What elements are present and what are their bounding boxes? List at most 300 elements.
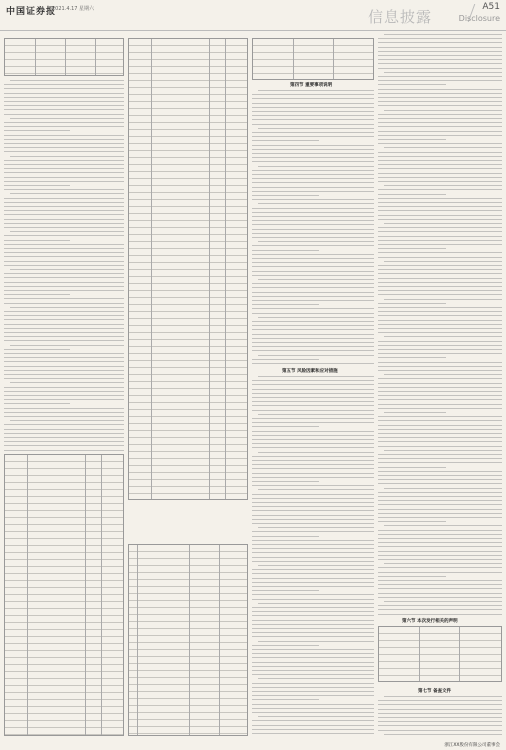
page-number: A51 xyxy=(482,2,500,12)
text-line xyxy=(4,357,124,358)
text-line xyxy=(252,624,374,625)
text-line xyxy=(378,210,502,211)
text-line xyxy=(252,435,374,436)
text-line xyxy=(378,252,502,253)
text-line xyxy=(4,332,124,333)
text-line xyxy=(4,424,124,425)
text-line xyxy=(378,152,502,153)
text-line xyxy=(378,131,502,132)
text-line xyxy=(378,383,502,384)
text-line xyxy=(10,156,124,157)
text-line xyxy=(378,118,502,119)
text-line xyxy=(252,611,374,612)
text-line xyxy=(378,122,502,123)
text-line xyxy=(4,105,124,106)
text-line xyxy=(252,473,374,474)
text-line xyxy=(252,460,374,461)
text-line xyxy=(378,282,502,283)
text-line xyxy=(378,576,446,577)
text-line xyxy=(4,370,124,371)
text-line xyxy=(4,445,124,446)
text-line xyxy=(378,76,502,77)
text-line xyxy=(252,393,374,394)
text-line xyxy=(384,336,502,337)
text-line xyxy=(378,391,502,392)
text-line xyxy=(252,338,374,339)
text-line xyxy=(258,376,374,377)
text-line xyxy=(378,609,502,610)
text-line xyxy=(4,214,124,215)
text-line xyxy=(10,80,124,81)
text-line xyxy=(252,208,374,209)
text-line xyxy=(258,317,374,318)
text-line xyxy=(378,168,502,169)
text-line xyxy=(252,674,374,675)
text-line xyxy=(252,464,374,465)
text-line xyxy=(4,429,124,430)
text-line xyxy=(378,725,502,726)
text-line xyxy=(378,181,502,182)
text-line xyxy=(4,294,70,295)
text-line xyxy=(252,191,374,192)
entity-table-continued xyxy=(128,38,248,500)
text-line xyxy=(252,561,374,562)
text-line xyxy=(252,363,374,364)
text-line xyxy=(378,341,502,342)
text-line xyxy=(252,346,374,347)
text-line xyxy=(4,273,124,274)
text-line xyxy=(378,47,502,48)
text-line xyxy=(252,540,374,541)
text-line xyxy=(252,182,374,183)
text-line xyxy=(378,315,502,316)
text-line xyxy=(252,292,374,293)
text-line xyxy=(378,59,502,60)
text-line xyxy=(4,290,124,291)
text-line xyxy=(378,429,502,430)
text-line xyxy=(252,712,374,713)
text-line xyxy=(252,212,374,213)
text-line xyxy=(378,265,502,266)
text-line xyxy=(252,245,374,246)
text-line xyxy=(252,632,374,633)
text-line xyxy=(378,328,502,329)
text-line xyxy=(252,397,374,398)
text-line xyxy=(4,206,124,207)
text-line xyxy=(378,580,502,581)
text-line xyxy=(252,468,374,469)
text-line xyxy=(378,269,502,270)
text-line xyxy=(4,97,124,98)
text-line xyxy=(378,290,502,291)
text-line xyxy=(258,203,374,204)
text-line xyxy=(378,80,502,81)
text-line xyxy=(378,471,502,472)
text-line xyxy=(258,414,374,415)
text-line xyxy=(258,166,374,167)
text-line xyxy=(252,578,374,579)
text-line xyxy=(384,72,502,73)
text-line xyxy=(384,261,502,262)
text-line xyxy=(4,450,124,451)
text-line xyxy=(252,258,374,259)
text-line xyxy=(252,140,319,141)
text-line xyxy=(378,362,502,363)
text-line xyxy=(378,189,502,190)
text-line xyxy=(4,303,124,304)
text-line xyxy=(252,599,374,600)
text-line xyxy=(378,244,502,245)
text-line xyxy=(10,269,124,270)
column-1 xyxy=(4,34,124,742)
text-line xyxy=(4,227,124,228)
text-line xyxy=(252,687,374,688)
text-line xyxy=(378,538,502,539)
text-line xyxy=(252,506,374,507)
text-line xyxy=(252,250,319,251)
text-line xyxy=(258,716,374,717)
text-line xyxy=(252,548,374,549)
text-line xyxy=(252,237,374,238)
text-line xyxy=(378,219,502,220)
text-line xyxy=(384,299,502,300)
text-line xyxy=(258,678,374,679)
text-line xyxy=(378,530,502,531)
text-line xyxy=(258,641,374,642)
text-line xyxy=(4,256,124,257)
text-line xyxy=(378,177,502,178)
text-line xyxy=(252,502,374,503)
text-line xyxy=(378,614,502,615)
text-line xyxy=(4,185,70,186)
text-line xyxy=(4,93,124,94)
text-line xyxy=(252,224,374,225)
text-line xyxy=(252,410,374,411)
text-line xyxy=(378,492,502,493)
text-line xyxy=(384,696,502,697)
text-line xyxy=(252,519,374,520)
text-line xyxy=(252,544,374,545)
text-line xyxy=(252,216,374,217)
text-line xyxy=(4,441,124,442)
text-line xyxy=(252,136,374,137)
text-line xyxy=(10,345,124,346)
text-line xyxy=(252,329,374,330)
article-title: 第六节 本次发行相关的声明 xyxy=(402,619,458,624)
text-line xyxy=(258,527,374,528)
text-line xyxy=(378,55,502,56)
text-line xyxy=(252,300,374,301)
text-line xyxy=(252,111,374,112)
text-line xyxy=(378,513,502,514)
text-line xyxy=(378,286,502,287)
text-line xyxy=(378,593,502,594)
text-line xyxy=(378,509,502,510)
text-line xyxy=(252,94,374,95)
text-line xyxy=(4,109,124,110)
text-line xyxy=(4,88,124,89)
text-line xyxy=(378,198,502,199)
text-line xyxy=(252,275,374,276)
text-line xyxy=(4,416,124,417)
text-line xyxy=(252,607,374,608)
text-line xyxy=(378,303,446,304)
text-line xyxy=(378,93,502,94)
text-line xyxy=(252,733,374,734)
text-line xyxy=(4,361,124,362)
text-line xyxy=(378,496,502,497)
entity-table xyxy=(4,454,124,736)
text-line xyxy=(378,399,502,400)
masthead: 中国证券报 xyxy=(6,7,57,17)
text-line xyxy=(252,283,374,284)
text-line xyxy=(378,294,502,295)
text-line xyxy=(378,345,502,346)
text-line xyxy=(378,517,502,518)
text-line xyxy=(4,202,124,203)
text-line xyxy=(258,603,374,604)
text-line xyxy=(252,422,374,423)
text-line xyxy=(252,720,374,721)
text-line xyxy=(378,408,502,409)
text-line xyxy=(4,374,124,375)
text-line xyxy=(252,115,374,116)
text-line xyxy=(252,582,374,583)
text-line xyxy=(4,210,124,211)
article-title: 第五节 风险因素和应对措施 xyxy=(282,369,338,374)
text-line xyxy=(252,187,374,188)
text-line xyxy=(378,42,502,43)
text-line xyxy=(252,485,374,486)
text-line xyxy=(252,334,374,335)
text-line xyxy=(378,605,502,606)
text-line xyxy=(4,168,124,169)
text-line xyxy=(252,531,374,532)
text-line xyxy=(378,357,446,358)
text-line xyxy=(10,231,124,232)
text-line xyxy=(10,193,124,194)
text-line xyxy=(4,349,70,350)
text-line xyxy=(252,107,374,108)
text-line xyxy=(10,307,124,308)
text-line xyxy=(10,382,124,383)
text-line xyxy=(378,135,502,136)
text-line xyxy=(10,420,124,421)
text-line xyxy=(378,227,502,228)
text-line xyxy=(252,149,374,150)
text-line xyxy=(252,510,374,511)
text-line xyxy=(378,240,502,241)
text-line xyxy=(378,709,502,710)
text-line xyxy=(378,126,502,127)
text-line xyxy=(378,597,502,598)
text-line xyxy=(252,389,374,390)
text-line xyxy=(378,433,502,434)
text-line xyxy=(384,147,502,148)
text-line xyxy=(384,525,502,526)
text-line xyxy=(378,320,502,321)
text-line xyxy=(4,286,124,287)
text-line xyxy=(4,126,124,127)
text-line xyxy=(252,481,319,482)
text-line xyxy=(4,189,124,190)
text-line xyxy=(4,244,124,245)
text-line xyxy=(4,160,124,161)
text-line xyxy=(252,220,374,221)
text-line xyxy=(252,342,374,343)
text-line xyxy=(378,462,502,463)
column-4 xyxy=(378,34,502,742)
text-line xyxy=(252,174,374,175)
section-subtitle: Disclosure xyxy=(458,14,500,23)
text-line xyxy=(4,248,124,249)
text-line xyxy=(378,551,502,552)
text-line xyxy=(252,170,374,171)
text-line xyxy=(384,450,502,451)
text-line xyxy=(252,145,374,146)
column-3 xyxy=(252,34,374,742)
text-line xyxy=(252,313,374,314)
text-line xyxy=(252,662,374,663)
text-line xyxy=(4,223,124,224)
text-line xyxy=(378,38,502,39)
text-line xyxy=(378,349,502,350)
text-line xyxy=(384,563,502,564)
text-line xyxy=(378,114,502,115)
text-line xyxy=(4,319,124,320)
text-line xyxy=(378,194,446,195)
text-line xyxy=(4,399,124,400)
text-line xyxy=(4,181,124,182)
text-line xyxy=(378,700,502,701)
text-line xyxy=(378,559,502,560)
article-title: 第四节 重要事项说明 xyxy=(290,83,333,88)
text-line xyxy=(258,128,374,129)
text-line xyxy=(252,308,374,309)
text-line xyxy=(378,425,502,426)
text-line xyxy=(384,223,502,224)
text-line xyxy=(384,601,502,602)
text-line xyxy=(258,489,374,490)
text-line xyxy=(4,177,124,178)
text-line xyxy=(378,160,502,161)
text-line xyxy=(4,336,124,337)
text-line xyxy=(4,324,124,325)
text-line xyxy=(4,412,124,413)
text-line xyxy=(252,304,319,305)
text-line xyxy=(252,691,374,692)
text-line xyxy=(378,353,502,354)
text-line xyxy=(4,340,124,341)
text-line xyxy=(252,477,374,478)
text-line xyxy=(252,594,374,595)
text-line xyxy=(378,101,502,102)
text-line xyxy=(4,315,124,316)
text-line xyxy=(252,657,374,658)
text-line xyxy=(258,565,374,566)
text-line xyxy=(252,233,374,234)
text-line xyxy=(4,437,124,438)
text-line xyxy=(378,278,502,279)
text-line xyxy=(378,704,502,705)
text-line xyxy=(252,494,374,495)
text-line xyxy=(252,119,374,120)
text-line xyxy=(252,699,319,700)
text-line xyxy=(378,366,502,367)
text-line xyxy=(4,101,124,102)
text-line xyxy=(378,572,502,573)
text-line xyxy=(252,615,374,616)
text-line xyxy=(252,586,374,587)
text-line xyxy=(252,569,374,570)
text-line xyxy=(4,122,124,123)
text-line xyxy=(378,231,502,232)
text-line xyxy=(4,311,124,312)
text-line xyxy=(4,378,124,379)
text-line xyxy=(378,173,502,174)
text-line xyxy=(252,124,374,125)
text-line xyxy=(4,130,70,131)
text-line xyxy=(252,98,374,99)
text-line xyxy=(252,380,374,381)
text-line xyxy=(378,68,502,69)
declaration-table xyxy=(378,626,502,682)
text-line xyxy=(4,252,124,253)
text-line xyxy=(252,296,374,297)
text-line xyxy=(378,311,502,312)
text-line xyxy=(4,395,124,396)
issue-date: 2021.4.17 星期六 xyxy=(52,6,95,12)
text-line xyxy=(252,350,374,351)
text-line xyxy=(4,135,124,136)
text-line xyxy=(252,670,374,671)
footer-signature: 浙江XX股份有限公司董事会 xyxy=(444,743,500,748)
text-line xyxy=(378,458,502,459)
text-line xyxy=(252,653,374,654)
text-line xyxy=(4,277,124,278)
text-line xyxy=(378,63,502,64)
text-line xyxy=(258,452,374,453)
text-line xyxy=(378,584,502,585)
text-line xyxy=(4,387,124,388)
text-line xyxy=(4,403,70,404)
text-line xyxy=(4,114,124,115)
text-line xyxy=(378,324,502,325)
text-line xyxy=(252,557,374,558)
text-line xyxy=(252,683,374,684)
text-line xyxy=(4,391,124,392)
text-line xyxy=(252,704,374,705)
text-line xyxy=(252,620,374,621)
text-line xyxy=(378,378,502,379)
text-line xyxy=(378,215,502,216)
text-line xyxy=(252,590,319,591)
text-line xyxy=(378,89,502,90)
text-line xyxy=(378,202,502,203)
text-line xyxy=(384,734,502,735)
text-line xyxy=(378,206,502,207)
text-line xyxy=(378,475,502,476)
text-line xyxy=(4,164,124,165)
text-line xyxy=(4,261,124,262)
text-line xyxy=(378,730,502,731)
text-line xyxy=(378,441,502,442)
text-line xyxy=(378,567,502,568)
text-line xyxy=(378,521,446,522)
text-line xyxy=(252,153,374,154)
text-line xyxy=(4,143,124,144)
text-line xyxy=(4,408,124,409)
